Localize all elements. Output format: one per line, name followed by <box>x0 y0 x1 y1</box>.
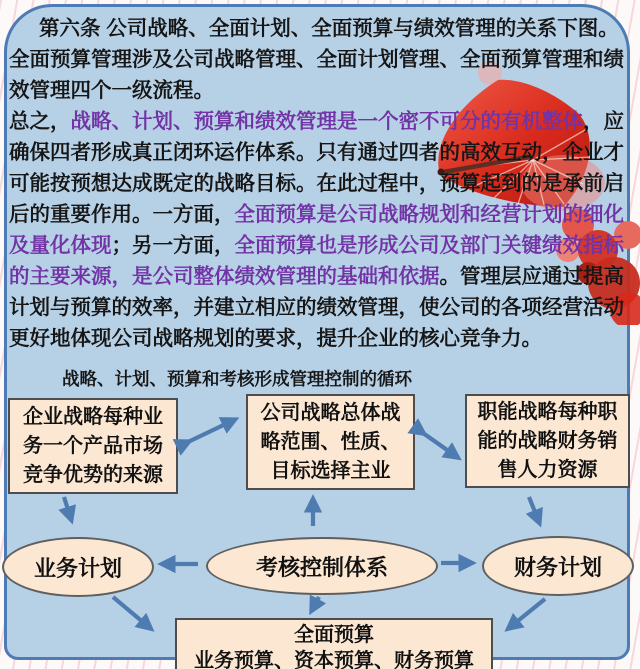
intro-line-9-black: 。管理层应通过提高 <box>439 265 624 288</box>
intro-line-3-text: 效管理四个一级流程。 <box>9 79 214 102</box>
intro-line-10-text: 计划与预算的效率，并建立相应的绩效管理，使公司的各项经营活动 <box>9 296 624 319</box>
box-business-strategy-line3: 竞争优势的来源 <box>23 463 163 486</box>
diagram-caption: 战略、计划、预算和考核形成管理控制的循环 <box>62 369 412 389</box>
intro-line-1 <box>9 13 635 44</box>
box-corporate-strategy-line1: 公司战略总体战 <box>260 401 401 424</box>
intro-line-9 <box>9 261 635 292</box>
box-total-budget-items: 业务预算、资本预算、财务预算 <box>194 650 474 669</box>
intro-line-3 <box>9 75 635 106</box>
intro-line-8-purple2: 全面预算也是形成公司及部门关键绩效指标 <box>234 234 624 257</box>
intro-line-9-purple: 的主要来源，是公司整体绩效管理的基础和依据 <box>9 265 440 288</box>
intro-line-6-text: 可能按预想达成既定的战略目标。在此过程中，预算起到的是承前启 <box>9 172 624 195</box>
intro-line-4-purple: 战略、计划、预算和绩效管理是一个密不可分的有机整体 <box>70 110 583 133</box>
intro-line-2-text: 全面预算管理涉及公司战略管理、全面计划管理、全面预算管理和绩 <box>9 48 624 71</box>
box-functional-strategy-line2: 能的战略财务销 <box>477 429 618 452</box>
intro-line-7-purple: 全面预算是公司战略规划和经营计划的细化 <box>234 203 624 226</box>
intro-line-10 <box>9 292 635 323</box>
intro-line-8-black: ；另一方面， <box>111 234 235 257</box>
intro-line-1-text: 第六条 公司战略、全面计划、全面预算与绩效管理的关系下图。 <box>39 17 619 40</box>
intro-line-6 <box>9 168 635 199</box>
intro-line-4 <box>9 106 635 137</box>
box-business-strategy-line2: 务一个产品市场 <box>23 434 163 457</box>
ellipse-business-plan: 业务计划 <box>2 537 154 597</box>
intro-line-4-black: 总之， <box>9 110 71 133</box>
box-corporate-strategy <box>246 394 415 490</box>
ellipse-financial-plan: 财务计划 <box>482 536 634 596</box>
box-corporate-strategy-line3: 目标选择主业 <box>270 459 391 482</box>
intro-line-11-text: 更好地体现公司战略规划的要求，提升企业的核心竞争力。 <box>9 327 542 350</box>
box-functional-strategy <box>465 394 630 488</box>
intro-line-7-black: 后的重要作用。一方面， <box>9 203 235 226</box>
intro-line-4-black2: ，应 <box>583 110 624 133</box>
ellipse-assessment-control-system: 考核控制体系 <box>206 537 438 595</box>
box-business-strategy-line1: 企业战略每种业 <box>23 405 163 428</box>
intro-line-11 <box>9 323 635 354</box>
box-total-budget-title: 全面预算 <box>294 624 374 646</box>
box-total-budget <box>175 618 493 669</box>
intro-line-8 <box>9 230 635 261</box>
intro-line-5 <box>9 137 635 168</box>
box-corporate-strategy-line2: 略范围、性质、 <box>260 430 401 453</box>
intro-line-5-text: 确保四者形成真正闭环运作体系。只有通过四者的高效互动，企业才 <box>9 141 624 164</box>
intro-paragraph <box>9 13 635 354</box>
box-business-strategy <box>8 398 178 494</box>
intro-line-2 <box>9 44 635 75</box>
box-functional-strategy-line1: 职能战略每种职 <box>477 400 618 423</box>
box-functional-strategy-line3: 售人力资源 <box>497 458 598 481</box>
intro-line-7 <box>9 199 635 230</box>
intro-line-8-purple: 及量化体现 <box>9 234 112 257</box>
